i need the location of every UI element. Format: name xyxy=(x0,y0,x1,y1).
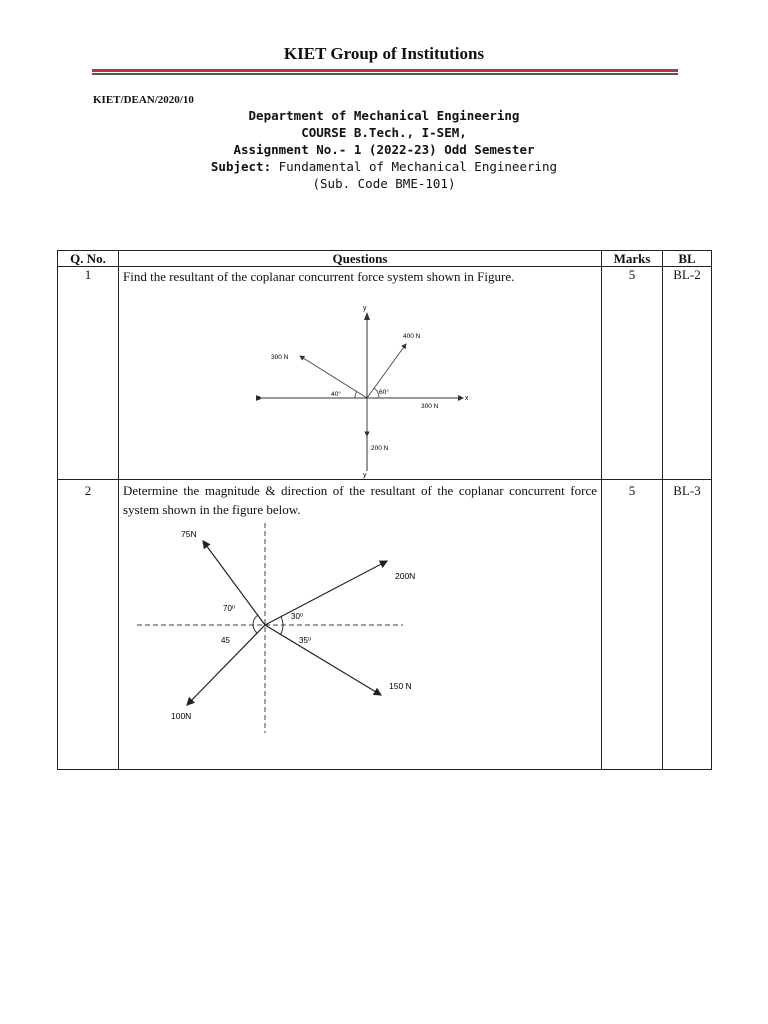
question-text: Find the resultant of the coplanar concurrent force system shown in Figure. xyxy=(123,269,515,284)
col-header-questions: Questions xyxy=(119,251,602,267)
angle-label-70: 70⁰ xyxy=(223,604,236,613)
institution-title: KIET Group of Institutions xyxy=(283,44,485,63)
table-row xyxy=(58,480,712,770)
force-label-300n-right: 300 N xyxy=(421,403,439,410)
angle-arc-45 xyxy=(253,625,257,633)
angle-label-45: 45 xyxy=(221,636,230,645)
angle-arc-70 xyxy=(253,615,258,625)
questions-table xyxy=(57,250,712,770)
col-header-qno: Q. No. xyxy=(58,251,119,267)
force-label-400n: 400 N xyxy=(403,333,421,340)
assignment-line: Assignment No.- 1 (2022-23) Odd Semester xyxy=(233,142,535,157)
bl-value: BL-2 xyxy=(663,267,712,480)
angle-arc-left xyxy=(355,391,357,398)
force-label-200n: 200 N xyxy=(371,445,389,452)
department-line: Department of Mechanical Engineering xyxy=(248,108,520,123)
angle-arc-35 xyxy=(280,625,283,635)
force-diagram-2 xyxy=(123,519,597,759)
reference-code: KIET/DEAN/2020/10 xyxy=(93,94,194,106)
marks-value: 5 xyxy=(602,267,663,480)
force-label-150n: 150 N xyxy=(389,681,412,691)
col-header-marks: Marks xyxy=(602,251,663,267)
angle-label-60: 60° xyxy=(379,389,389,396)
force-label-100n: 100N xyxy=(171,711,192,721)
angle-label-35: 35⁰ xyxy=(299,636,312,645)
table-header-row xyxy=(58,251,712,267)
course-line: COURSE B.Tech., I-SEM, xyxy=(301,125,467,140)
subject-code-line: (Sub. Code BME-101) xyxy=(312,176,456,191)
y-axis-top-label: y xyxy=(363,305,367,312)
x-axis-left-label: x xyxy=(257,395,261,402)
col-header-bl: BL xyxy=(663,251,712,267)
question-cell xyxy=(119,480,602,770)
question-number: 1 xyxy=(58,267,119,480)
table-row xyxy=(58,267,712,480)
question-text: Determine the magnitude & direction of the resultant of the coplanar concurrent force system shown in the figure below. xyxy=(123,483,597,517)
force-diagram-1 xyxy=(123,286,597,479)
angle-label-40: 40° xyxy=(331,391,341,398)
question-number: 2 xyxy=(58,480,119,770)
header-rule-red xyxy=(92,69,678,72)
question-cell xyxy=(119,267,602,480)
marks-value: 5 xyxy=(602,480,663,770)
angle-label-30: 30⁰ xyxy=(291,612,304,621)
force-arrow-200n xyxy=(265,561,387,625)
force-label-200n: 200N xyxy=(395,571,416,581)
x-axis-right-label: x xyxy=(465,395,469,402)
force-arrow-150n xyxy=(265,625,381,695)
y-axis-bottom-label: y xyxy=(363,472,367,479)
force-label-300n-left: 300 N xyxy=(271,354,289,361)
bl-value: BL-3 xyxy=(663,480,712,770)
subject-line: Subject: Fundamental of Mechanical Engineering xyxy=(210,159,558,174)
angle-arc-30 xyxy=(281,617,283,625)
force-label-75n: 75N xyxy=(181,529,197,539)
header-rule-gray xyxy=(92,73,678,75)
